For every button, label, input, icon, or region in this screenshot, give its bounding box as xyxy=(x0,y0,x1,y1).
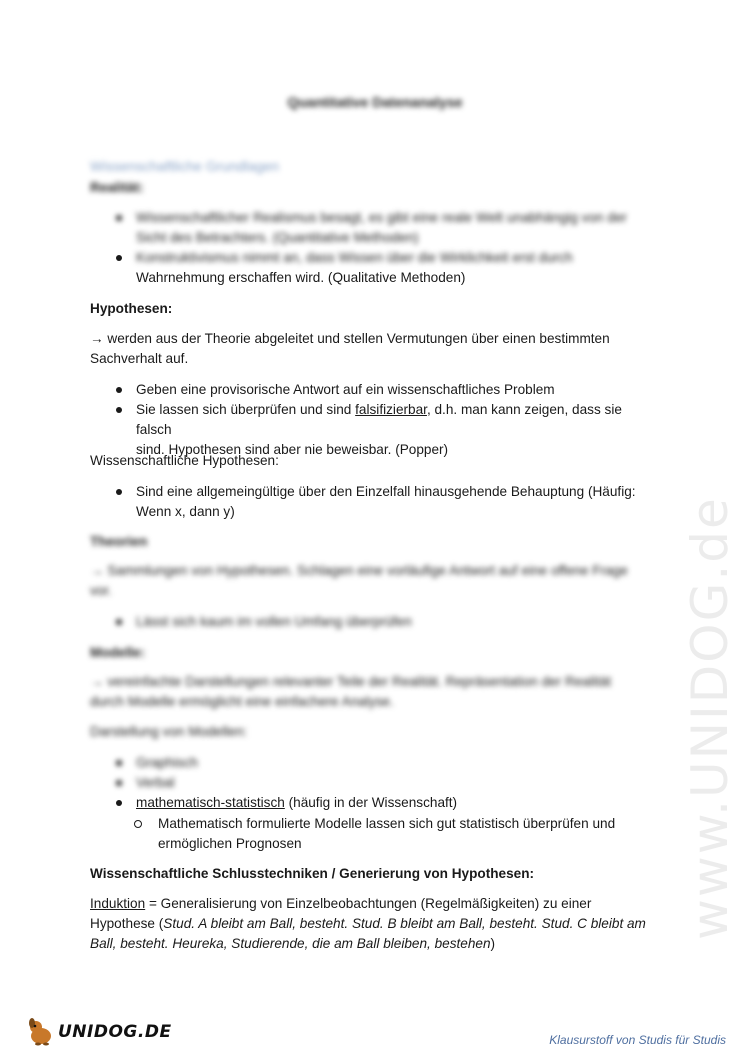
hypothesen-heading: Hypothesen: xyxy=(90,301,173,316)
modelle-text: → vereinfachte Darstellungen relevanter Teile der Realität. Repräsentation der Realität durch Modelle ermöglicht eine einfachere Analyse. xyxy=(90,674,612,709)
footer-tagline: Klausurstoff von Studis für Studis xyxy=(549,1033,726,1047)
wiss-hypothesen-heading: Wissenschaftliche Hypothesen: xyxy=(90,453,279,468)
theorien-heading: Theorien xyxy=(90,534,148,549)
modelle-list xyxy=(90,753,660,813)
wiss-hypothesen-list xyxy=(90,482,660,522)
schluss-heading: Wissenschaftliche Schlusstechniken / Generierung von Hypothesen: xyxy=(90,866,535,881)
list-item: Konstruktivismus nimmt an, dass Wissen über die Wirklichkeit erst durch Wahrnehmung erschaffen wird. (Qualitative Methoden) xyxy=(90,248,660,288)
darstellung-heading: Darstellung von Modellen: xyxy=(90,724,248,739)
list-item: Graphisch xyxy=(90,753,660,773)
unidog-logo xyxy=(26,1016,172,1048)
realitaet-list xyxy=(90,208,660,288)
modelle-sublist xyxy=(90,814,660,854)
list-item: Sie lassen sich überprüfen und sind falsifizierbar, d.h. man kann zeigen, dass sie falsch sind. Hypothesen sind aber nie beweisbar. (Popper) xyxy=(90,400,660,460)
induktion-term: Induktion xyxy=(90,896,146,911)
arrow-icon: → xyxy=(90,331,104,346)
section-heading: Wissenschaftliche Grundlagen xyxy=(90,158,280,174)
theorien-text: → Sammlungen von Hypothesen. Schlagen eine vorläufige Antwort auf eine offene Frage vor. xyxy=(90,563,628,598)
list-item: Verbal xyxy=(90,773,660,793)
modelle-heading: Modelle: xyxy=(90,645,146,660)
list-item: mathematisch-statistisch (häufig in der Wissenschaft) xyxy=(90,793,660,813)
hypothesen-list xyxy=(90,380,660,460)
list-item: Mathematisch formulierte Modelle lassen sich gut statistisch überprüfen und ermöglichen Prognosen xyxy=(90,814,660,854)
list-item: Lässt sich kaum im vollen Umfang überprüfen xyxy=(90,612,660,632)
page-title: Quantitative Datenanalyse xyxy=(287,94,463,110)
realitaet-heading: Realität: xyxy=(90,180,144,195)
theorien-list xyxy=(90,612,660,632)
hypothesen-intro: → werden aus der Theorie abgeleitet und stellen Vermutungen über einen bestimmten Sachverhalt auf. xyxy=(90,331,610,366)
list-item: Sind eine allgemeingültige über den Einzelfall hinausgehende Behauptung (Häufig: Wenn x, dann y) xyxy=(90,482,660,522)
dog-icon xyxy=(26,1017,56,1047)
logo-text: UNIDOG.DE xyxy=(58,1022,172,1042)
watermark: www.UNIDOG.de xyxy=(681,496,739,940)
list-item: Wissenschaftlicher Realismus besagt, es gibt eine reale Welt unabhängig von der Sicht des Betrachters. (Quantitative Methoden) xyxy=(90,208,660,248)
list-item: Geben eine provisorische Antwort auf ein wissenschaftliches Problem xyxy=(90,380,660,400)
induktion-paragraph: Induktion = Generalisierung von Einzelbeobachtungen (Regelmäßigkeiten) zu einer Hypothese (Stud. A bleibt am Ball, besteht. Stud. B bleibt am Ball, besteht. Stud. C bleibt am Ball, besteht. Heureka, Studierende, die am Ball bleiben, bestehen) xyxy=(90,896,646,951)
